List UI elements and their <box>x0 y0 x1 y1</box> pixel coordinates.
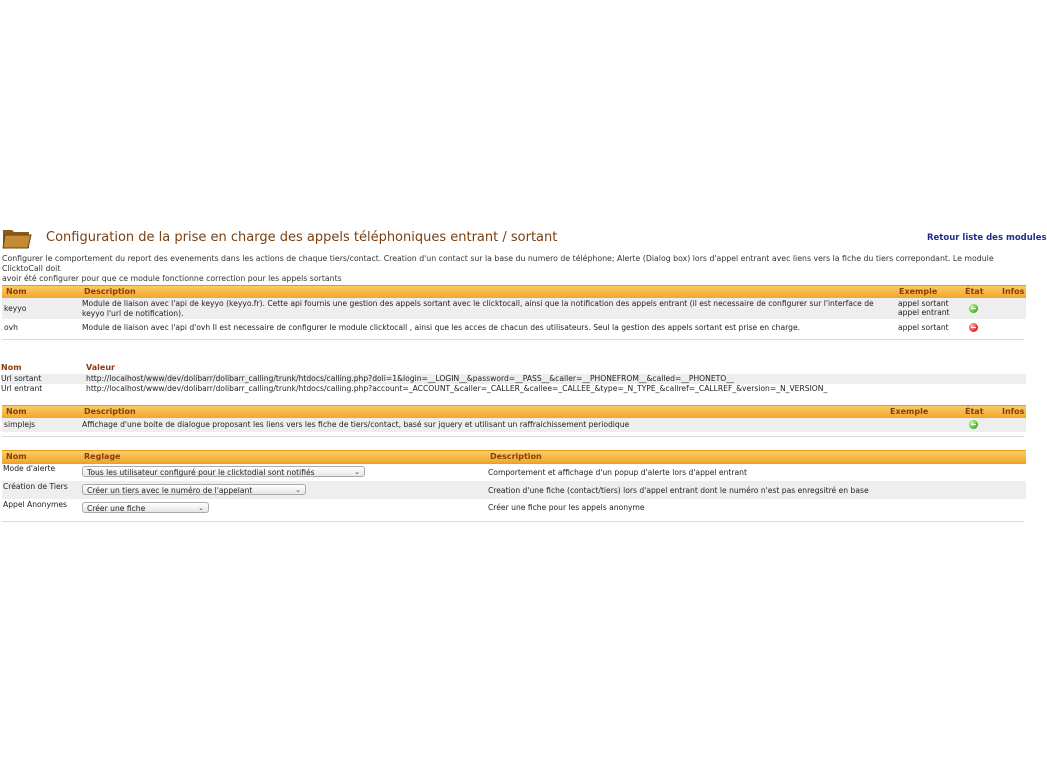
intro-line-2: avoir été configurer pour que ce module fonctionne correction pour les appels sortants <box>2 274 342 283</box>
select-value: Créer un tiers avec le numéro de l'appelant <box>87 486 253 495</box>
table-row <box>2 374 1026 384</box>
chevron-down-icon: ⌄ <box>354 468 360 476</box>
status-on-icon[interactable] <box>969 420 978 429</box>
tiers-creation-select[interactable] <box>82 484 306 495</box>
col-nom: Nom <box>6 407 27 416</box>
alert-mode-select[interactable] <box>82 466 365 477</box>
col-etat: État <box>965 287 984 296</box>
url-name: Url sortant <box>1 374 42 383</box>
chevron-down-icon: ⌄ <box>198 504 204 512</box>
ui-table-header <box>2 405 1026 419</box>
table-row <box>2 298 1026 319</box>
status-on-icon[interactable] <box>969 304 978 313</box>
modules-table-header <box>2 285 1026 299</box>
col-description: Description <box>490 452 542 461</box>
url-value: http://localhost/www/dev/dolibarr/dolibarr_calling/trunk/htdocs/calling.php?account=_ACCOUNT_&caller=_CALLER_&callee=_CALLEE_&type=_N_TYPE_&callref=_CALLREF_&version=_N_VERSION_ <box>86 384 828 393</box>
module-example: appel sortant <box>898 323 949 332</box>
col-exemple: Exemple <box>899 287 938 296</box>
url-value: http://localhost/www/dev/dolibarr/dolibarr_calling/trunk/htdocs/calling.php?doli=1&login=__LOGIN__&password=__PASS__&caller=__PHONEFROM__&called=__PHONETO__ <box>86 374 734 383</box>
table-row <box>2 418 1026 432</box>
col-nom: Nom <box>6 452 27 461</box>
setting-description: Creation d'une fiche (contact/tiers) lors d'appel entrant dont le numéro n'est pas enregsitré en base <box>488 486 869 495</box>
col-exemple: Exemple <box>890 407 929 416</box>
select-value: Créer une fiche <box>87 504 146 513</box>
setting-description: Comportement et affichage d'un popup d'alerte lors d'appel entrant <box>488 468 747 477</box>
intro-text <box>2 254 1024 284</box>
col-etat: État <box>965 407 984 416</box>
setting-name: Mode d'alerte <box>3 464 56 473</box>
status-off-icon[interactable] <box>969 323 978 332</box>
module-example: appel entrant <box>898 308 950 317</box>
setting-name: Création de Tiers <box>3 482 68 491</box>
table-row <box>2 499 1026 517</box>
divider <box>2 436 1024 437</box>
col-nom: Nom <box>1 363 22 372</box>
col-description: Description <box>84 287 136 296</box>
select-value: Tous les utilisateur configuré pour le clicktodial sont notifiés <box>87 468 315 477</box>
table-row <box>2 384 1026 394</box>
back-to-modules-link[interactable]: Retour liste des modules <box>927 233 1047 243</box>
col-infos: Infos <box>1002 287 1025 296</box>
module-name: keyyo <box>4 304 27 313</box>
module-description: Affichage d'une boite de dialogue proposant les liens vers les fiche de tiers/contact, basé sur jquery et utilisant un raffraichissement periodique <box>82 420 630 429</box>
col-nom: Nom <box>6 287 27 296</box>
divider <box>2 521 1024 522</box>
module-example: appel sortant <box>898 299 949 308</box>
divider <box>2 339 1024 340</box>
setting-description: Créer une fiche pour les appels anonyme <box>488 503 645 512</box>
anonymous-call-select[interactable] <box>82 502 209 513</box>
table-row <box>2 481 1026 499</box>
col-infos: Infos <box>1002 407 1025 416</box>
table-row <box>2 320 1026 337</box>
url-name: Url entrant <box>1 384 43 393</box>
module-name: ovh <box>4 323 18 332</box>
module-name: simplejs <box>4 420 36 429</box>
setting-name: Appel Anonymes <box>3 500 68 509</box>
table-row <box>2 463 1026 481</box>
module-description: Module de liaison avec l'api de keyyo (keyyo.fr). Cette api fournis une gestion des appels sortant avec le clicktocall, ainsi que la notification des appels entrant (il est necessaire de configurer sur l'interface de keyyo l'url de notification). <box>82 299 874 318</box>
col-reglage: Reglage <box>84 452 121 461</box>
page-title: Configuration de la prise en charge des appels téléphoniques entrant / sortant <box>46 230 558 245</box>
col-description: Description <box>84 407 136 416</box>
module-description: Module de liaison avec l'api d'ovh Il est necessaire de configurer le module clicktocall , ainsi que les acces de chacun des utilisateurs. Seul la gestion des appels sortant est prise en charge. <box>82 323 801 332</box>
url-table-header <box>2 362 1026 373</box>
col-valeur: Valeur <box>86 363 115 372</box>
chevron-down-icon: ⌄ <box>295 486 301 494</box>
folder-icon <box>2 226 32 250</box>
intro-line-1: Configurer le comportement du report des evenements dans les actions de chaque tiers/contact. Creation d'un contact sur la base du numero de téléphone; Alerte (Dialog box) lors d'appel entrant avec liens vers la fiche du tiers correpondant. Le module ClicktoCall doit <box>2 254 994 273</box>
settings-table-header <box>2 450 1026 464</box>
